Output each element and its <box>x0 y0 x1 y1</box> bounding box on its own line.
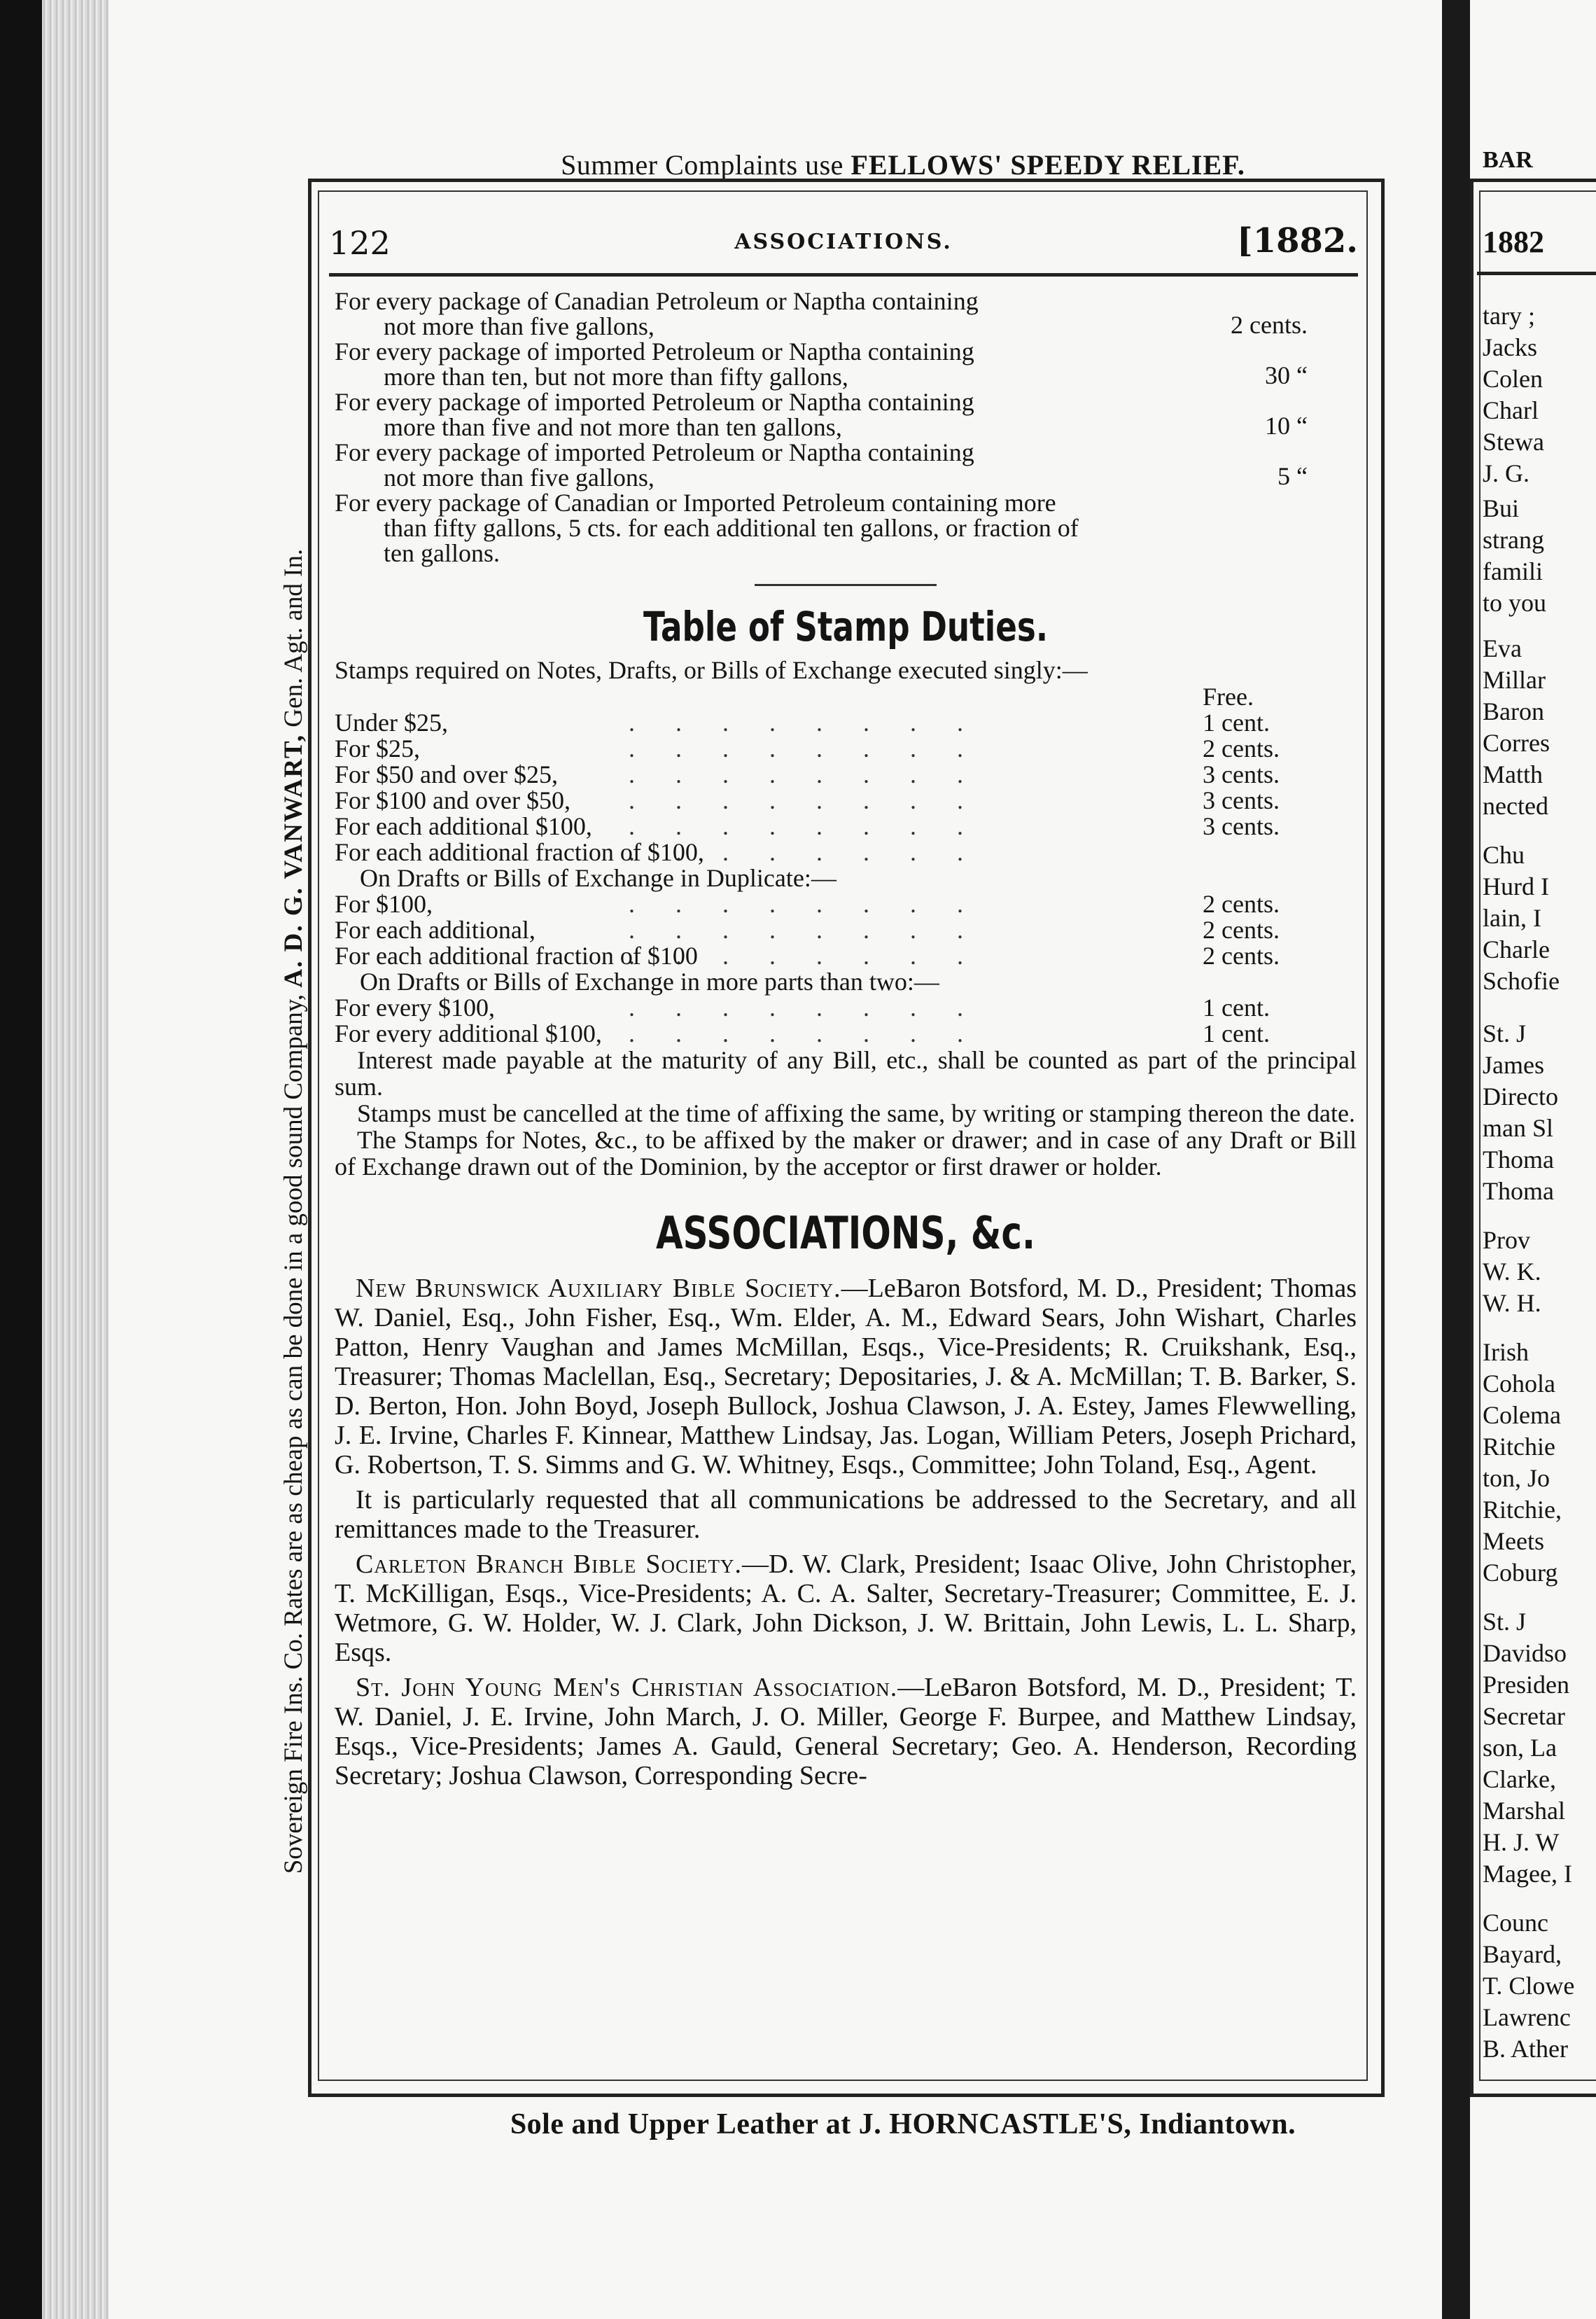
stamp-label: For each additional fraction of $100, <box>335 838 704 866</box>
facing-page-line: T. Clowe <box>1483 1972 1575 2000</box>
facing-page-line: Stewa <box>1483 428 1544 456</box>
facing-page-line: Ritchie, <box>1483 1496 1562 1524</box>
leader-dots: ........ <box>629 917 1004 943</box>
stamp-value: 2 cents. <box>1203 734 1280 762</box>
facing-page-line: Marshal <box>1483 1797 1565 1825</box>
petroleum-fee-row <box>335 288 1357 339</box>
facing-page-line: Ritchie <box>1483 1433 1555 1461</box>
facing-page-line: lain, I <box>1483 904 1541 932</box>
page-number: 122 <box>329 224 391 262</box>
stamp-label: For $25, <box>335 734 421 762</box>
stamp-table-parts <box>335 995 1357 1047</box>
stamp-label: For every additional $100, <box>335 1019 602 1047</box>
fee-amount: 10 “ <box>1265 412 1308 440</box>
facing-page-line: Irish <box>1483 1338 1529 1366</box>
leader-dots: ........ <box>629 891 1004 917</box>
stamp-label: For $100 and over $50, <box>335 786 570 814</box>
stamp-value: 2 cents. <box>1203 942 1280 970</box>
stamp-row <box>335 1021 1357 1047</box>
association-text: —D. W. Clark, President; Isaac Olive, John Christopher, T. McKilligan, Esqs., Vice-Presidents; A. C. A. Salter, Secretary-Treasurer; Committee, E. J. Wetmore, G. W. Holder, W. J. Clark, John Dickson, J. W. Brittain, John Lewis, L. L. Sharp, Esqs. <box>335 1550 1357 1667</box>
stamp-label: Under $25, <box>335 709 448 737</box>
leader-dots: ........ <box>629 736 1004 762</box>
facing-page-line: ton, Jo <box>1483 1464 1550 1492</box>
stamp-value: 3 cents. <box>1203 786 1280 814</box>
page-header <box>329 221 1358 273</box>
fee-amount: 5 “ <box>1278 462 1308 490</box>
stamp-value: 2 cents. <box>1203 890 1280 918</box>
association-entry <box>335 1274 1357 1479</box>
facing-page-line: Directo <box>1483 1082 1558 1110</box>
association-entry <box>335 1550 1357 1667</box>
fee-final-line-2: than fifty gallons, 5 cts. for each additional ten gallons, or fraction of <box>384 514 1079 542</box>
facing-page-line: Schofie <box>1483 967 1560 995</box>
stamp-label: For $50 and over $25, <box>335 760 558 788</box>
petroleum-fee-row <box>335 389 1357 440</box>
facing-page-line: Prov <box>1483 1226 1531 1254</box>
fee-line-1: For every package of Canadian Petroleum or Naptha containing <box>335 287 979 315</box>
facing-page-line: famili <box>1483 557 1543 585</box>
facing-page-line: Jacks <box>1483 333 1537 361</box>
fee-line-2: not more than five gallons, <box>384 464 654 492</box>
association-name: St. John Young Men's Christian Association. <box>356 1673 898 1702</box>
facing-page-line: nected <box>1483 792 1548 820</box>
duplicate-heading-row <box>335 865 1357 891</box>
stamp-label: For each additional, <box>335 916 536 944</box>
facing-page-line: H. J. W <box>1483 1828 1560 1856</box>
petroleum-fee-final <box>335 490 1357 566</box>
association-text: —LeBaron Botsford, M. D., President; T. W. Daniel, J. E. Irvine, John March, J. O. Miller, George F. Burpee, and Matthew Lindsay, Esqs., Vice-Presidents; James A. Gauld, General Secretary; Geo. A. Henderson, Recording Secretary; Joshua Clawson, Corresponding Secre- <box>335 1673 1357 1790</box>
facing-page-line: Bui <box>1483 494 1520 522</box>
stamp-duties-intro: Stamps required on Notes, Drafts, or Bills of Exchange executed singly:— <box>335 656 1088 684</box>
stamp-row <box>335 684 1357 710</box>
header-rule <box>329 273 1358 277</box>
facing-page-line: Presiden <box>1483 1671 1569 1699</box>
parts-heading: On Drafts or Bills of Exchange in more parts than two:— <box>360 968 939 996</box>
fee-final-line-1: For every package of Canadian or Imported Petroleum containing more <box>335 489 1056 517</box>
facing-page-line: Eva <box>1483 634 1522 662</box>
association-note <box>335 1485 1357 1544</box>
stamp-label: For each additional fraction of $100 <box>335 942 698 970</box>
fee-final-line-3: ten gallons. <box>384 539 500 567</box>
facing-page-line: Secretar <box>1483 1702 1565 1730</box>
facing-page-line: St. J <box>1483 1019 1527 1047</box>
facing-page-line: to you <box>1483 589 1547 617</box>
facing-page-header-rule <box>1477 272 1596 275</box>
stamp-value: 2 cents. <box>1203 916 1280 944</box>
leader-dots: ........ <box>629 840 1004 865</box>
association-text: It is particularly requested that all communications be addressed to the Secretary, and all remittances made to the Treasurer. <box>335 1485 1357 1544</box>
facing-page-line: Chu <box>1483 841 1525 869</box>
association-name: New Brunswick Auxiliary Bible Society. <box>356 1274 841 1303</box>
stamp-label: For every $100, <box>335 994 495 1022</box>
stamp-table-duplicate <box>335 891 1357 969</box>
facing-page-line: James <box>1483 1051 1544 1079</box>
stamp-note: The Stamps for Notes, &c., to be affixed by the maker or drawer; and in case of any Draft or Bill of Exchange drawn out of the Dominion, by the acceptor or first drawer or holder. <box>335 1126 1357 1181</box>
stamp-row <box>335 762 1357 788</box>
petroleum-fee-row <box>335 440 1357 490</box>
association-text: —LeBaron Botsford, M. D., President; Thomas W. Daniel, Esq., John Fisher, Esq., Wm. Elder, A. M., Edward Sears, John Wishart, Charles Patton, Henry Vaughan and James McMillan, Esqs., Vice-Presidents; R. Cruikshank, Esq., Treasurer; Thomas Maclellan, Esq., Secretary; Depositaries, J. & A. McMillan; T. B. Barker, S. D. Berton, Hon. John Boyd, Joseph Bullock, Joshua Clawson, J. A. Estey, James Flewwelling, J. E. Irvine, Charles F. Kinnear, Matthew Lindsay, Jas. Logan, William Peters, Joseph Prichard, G. Robertson, T. S. Simms and G. W. Whitney, Esqs., Committee; John Toland, Esq., Agent. <box>335 1274 1357 1479</box>
stamp-note: Stamps must be cancelled at the time of affixing the same, by writing or stamping thereon the date. <box>357 1099 1355 1127</box>
stamp-label: For each additional $100, <box>335 812 592 840</box>
facing-page-line: Colema <box>1483 1401 1561 1429</box>
facing-page-line: Thoma <box>1483 1177 1554 1205</box>
facing-page-line: Charl <box>1483 396 1539 424</box>
facing-page-line: Millar <box>1483 666 1546 694</box>
association-entry <box>335 1673 1357 1790</box>
facing-page-line: Hurd I <box>1483 872 1549 900</box>
facing-page-line: son, La <box>1483 1734 1557 1762</box>
section-divider <box>755 584 937 586</box>
leader-dots: ........ <box>629 814 1004 840</box>
leader-dots: ........ <box>629 762 1004 788</box>
side-ad-agent: A. D. G. VANWART, <box>279 733 308 988</box>
top-advertisement <box>420 148 1386 181</box>
side-ad-prefix: Sovereign Fire Ins. Co. Rates are as cheap as can be done in a good sound Company, <box>279 994 308 1874</box>
facing-page-line: strang <box>1483 526 1544 554</box>
facing-page-line: Davidso <box>1483 1639 1567 1667</box>
facing-page-line: Baron <box>1483 697 1544 725</box>
stamp-value: 3 cents. <box>1203 812 1280 840</box>
fee-line-1: For every package of imported Petroleum or Naptha containing <box>335 438 974 466</box>
association-name: Carleton Branch Bible Society. <box>356 1550 742 1579</box>
facing-page-line: man Sl <box>1483 1114 1554 1142</box>
facing-page-line: B. Ather <box>1483 2035 1568 2063</box>
leader-dots: ........ <box>629 943 1004 969</box>
fee-line-1: For every package of imported Petroleum or Naptha containing <box>335 388 974 416</box>
stamp-table-singly <box>335 684 1357 865</box>
leader-dots: ........ <box>629 710 1004 736</box>
fee-amount: 30 “ <box>1265 361 1308 389</box>
stamp-value: 1 cent. <box>1203 1019 1270 1047</box>
facing-page-line: BAR <box>1483 147 1533 173</box>
stamp-row <box>335 840 1357 865</box>
fee-text <box>335 440 1217 490</box>
fee-line-2: more than five and not more than ten gallons, <box>384 413 842 441</box>
stamp-row <box>335 814 1357 840</box>
top-ad-product: FELLOWS' SPEEDY RELIEF. <box>850 149 1245 181</box>
stamp-row <box>335 917 1357 943</box>
stamp-value: 3 cents. <box>1203 760 1280 788</box>
facing-page-line: Meets <box>1483 1527 1544 1555</box>
fee-line-2: not more than five gallons, <box>384 312 654 340</box>
parts-heading-row <box>335 969 1357 995</box>
facing-page-line: St. J <box>1483 1608 1527 1636</box>
facing-page-line: Counc <box>1483 1909 1548 1937</box>
facing-page-line: tary ; <box>1483 302 1535 330</box>
facing-page-line: Colen <box>1483 365 1543 393</box>
top-ad-prefix: Summer Complaints use <box>561 149 844 181</box>
facing-page-line: Bayard, <box>1483 1940 1562 1968</box>
fee-line-1: For every package of imported Petroleum or Naptha containing <box>335 337 974 365</box>
fee-line-2: more than ten, but not more than fifty gallons, <box>384 363 848 391</box>
duplicate-heading: On Drafts or Bills of Exchange in Duplicate:— <box>360 864 836 892</box>
facing-page-line: 1882 <box>1483 225 1544 259</box>
facing-page-line: W. H. <box>1483 1289 1541 1317</box>
fee-text <box>335 288 1217 339</box>
fee-text <box>335 389 1217 440</box>
fee-amount: 2 cents. <box>1231 311 1308 339</box>
facing-page-line: Coburg <box>1483 1559 1558 1587</box>
page-year: [1882. <box>1236 221 1358 260</box>
facing-page-line: Charle <box>1483 935 1550 963</box>
facing-page-line: Magee, I <box>1483 1860 1572 1888</box>
page-edges <box>42 0 108 2319</box>
book-spine-shadow <box>0 0 42 2319</box>
facing-page-line: W. K. <box>1483 1258 1541 1286</box>
stamp-value: 1 cent. <box>1203 709 1270 737</box>
facing-page-line: Clarke, <box>1483 1765 1556 1793</box>
fee-text <box>335 339 1217 389</box>
bottom-advertisement: Sole and Upper Leather at J. HORNCASTLE'S, Indiantown. <box>510 2108 1296 2140</box>
stamp-row <box>335 788 1357 814</box>
leader-dots: ........ <box>629 995 1004 1021</box>
stamp-row <box>335 710 1357 736</box>
associations-title: ASSOCIATIONS, &c. <box>656 1208 1035 1260</box>
petroleum-fee-row <box>335 339 1357 389</box>
stamp-value: Free. <box>1203 683 1254 711</box>
facing-page-line: Cohola <box>1483 1370 1555 1398</box>
page-content <box>335 288 1357 1796</box>
stamp-row <box>335 736 1357 762</box>
stamp-label: For $100, <box>335 890 433 918</box>
gutter-shadow <box>1442 0 1470 2319</box>
stamp-duties-title: Table of Stamp Duties. <box>643 603 1049 650</box>
running-title: ASSOCIATIONS. <box>734 230 953 254</box>
stamp-row <box>335 995 1357 1021</box>
leader-dots: ........ <box>629 1021 1004 1047</box>
stamp-row <box>335 891 1357 917</box>
facing-page-line: Corres <box>1483 729 1550 757</box>
facing-page-line: J. G. <box>1483 459 1530 487</box>
leader-dots: ........ <box>629 788 1004 814</box>
stamp-note: Interest made payable at the maturity of any Bill, etc., shall be counted as part of the principal sum. <box>335 1046 1357 1101</box>
facing-page-line: Lawrenc <box>1483 2003 1571 2031</box>
stamp-value: 1 cent. <box>1203 994 1270 1022</box>
stamp-row <box>335 943 1357 969</box>
side-ad-suffix: Gen. Agt. and In. <box>279 548 308 727</box>
facing-page-line: Matth <box>1483 760 1543 788</box>
facing-page-line: Thoma <box>1483 1145 1554 1174</box>
